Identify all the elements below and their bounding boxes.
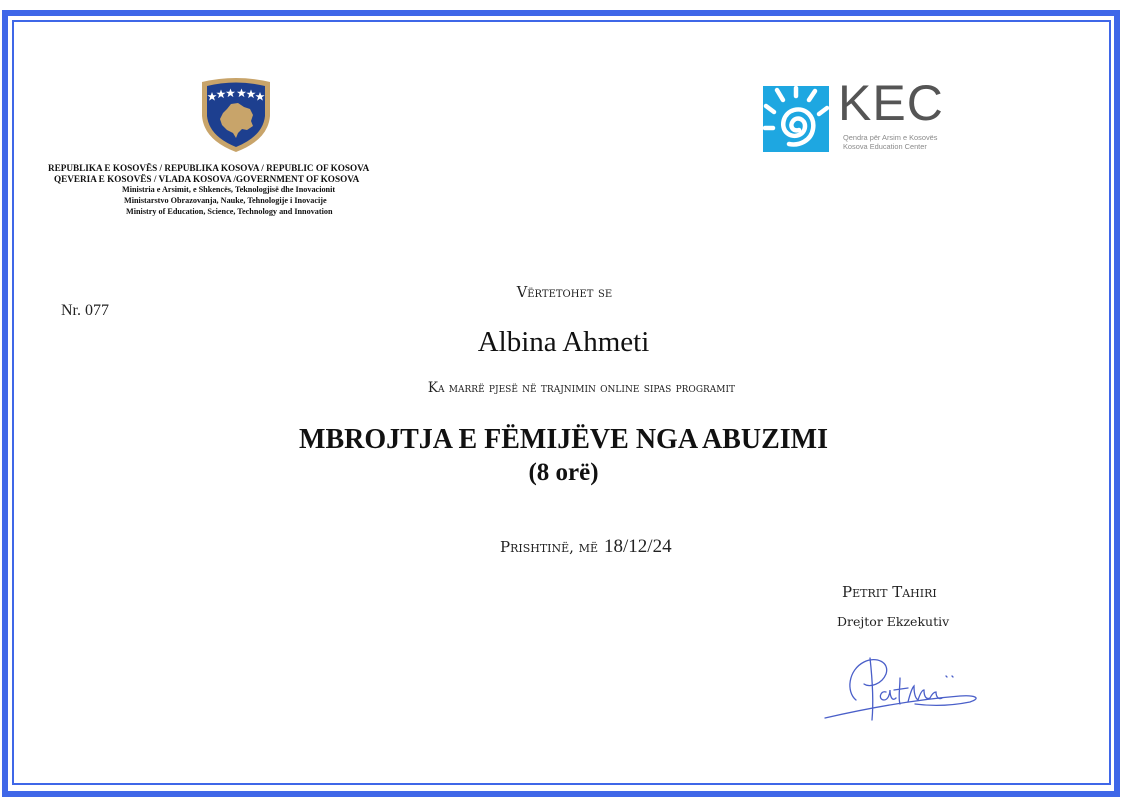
place-and-date [500,536,672,558]
signatory-role: Drejtor Ekzekutiv [837,614,950,629]
place-label: Prishtinë, më [500,538,599,556]
handwritten-signature-icon [820,648,990,728]
kosovo-coat-of-arms-icon [198,76,274,154]
government-line: QEVERIA E KOSOVËS / VLADA KOSOVA /GOVERNMENT OF KOSOVA [54,174,360,184]
recipient-name: Albina Ahmeti [477,326,650,358]
kec-subtitle-english: Kosova Education Center [843,142,927,151]
signatory-name: Petrit Tahiri [842,583,937,601]
kec-wordmark: KEC [838,75,944,131]
participation-text: Ka marrë pjesë në trajnimin online sipas programit [427,380,736,396]
ministry-line-serbian: Ministarstvo Obrazovanja, Nauke, Tehnologije i Inovacije [124,196,327,205]
ministry-line-albanian: Ministria e Arsimit, e Shkencës, Teknologjisë dhe Inovacionit [122,185,336,194]
ministry-line-english: Ministry of Education, Science, Technology and Innovation [126,207,333,216]
certifies-label [0,285,1127,301]
course-title: MBROJTJA E FËMIJËVE NGA ABUZIMI [299,424,828,455]
issue-date: 18/12/24 [604,536,672,557]
kec-sun-spiral-icon [763,86,831,152]
course-hours: (8 orë) [528,459,599,486]
kec-subtitle-albanian: Qendra për Arsim e Kosovës [843,133,938,142]
certificate-number: Nr. 077 [61,302,109,319]
certifies-text: Vërtetohet se [516,285,613,301]
republic-line: REPUBLIKA E KOSOVËS / REPUBLIKA KOSOVA / REPUBLIC OF KOSOVA [48,163,370,173]
